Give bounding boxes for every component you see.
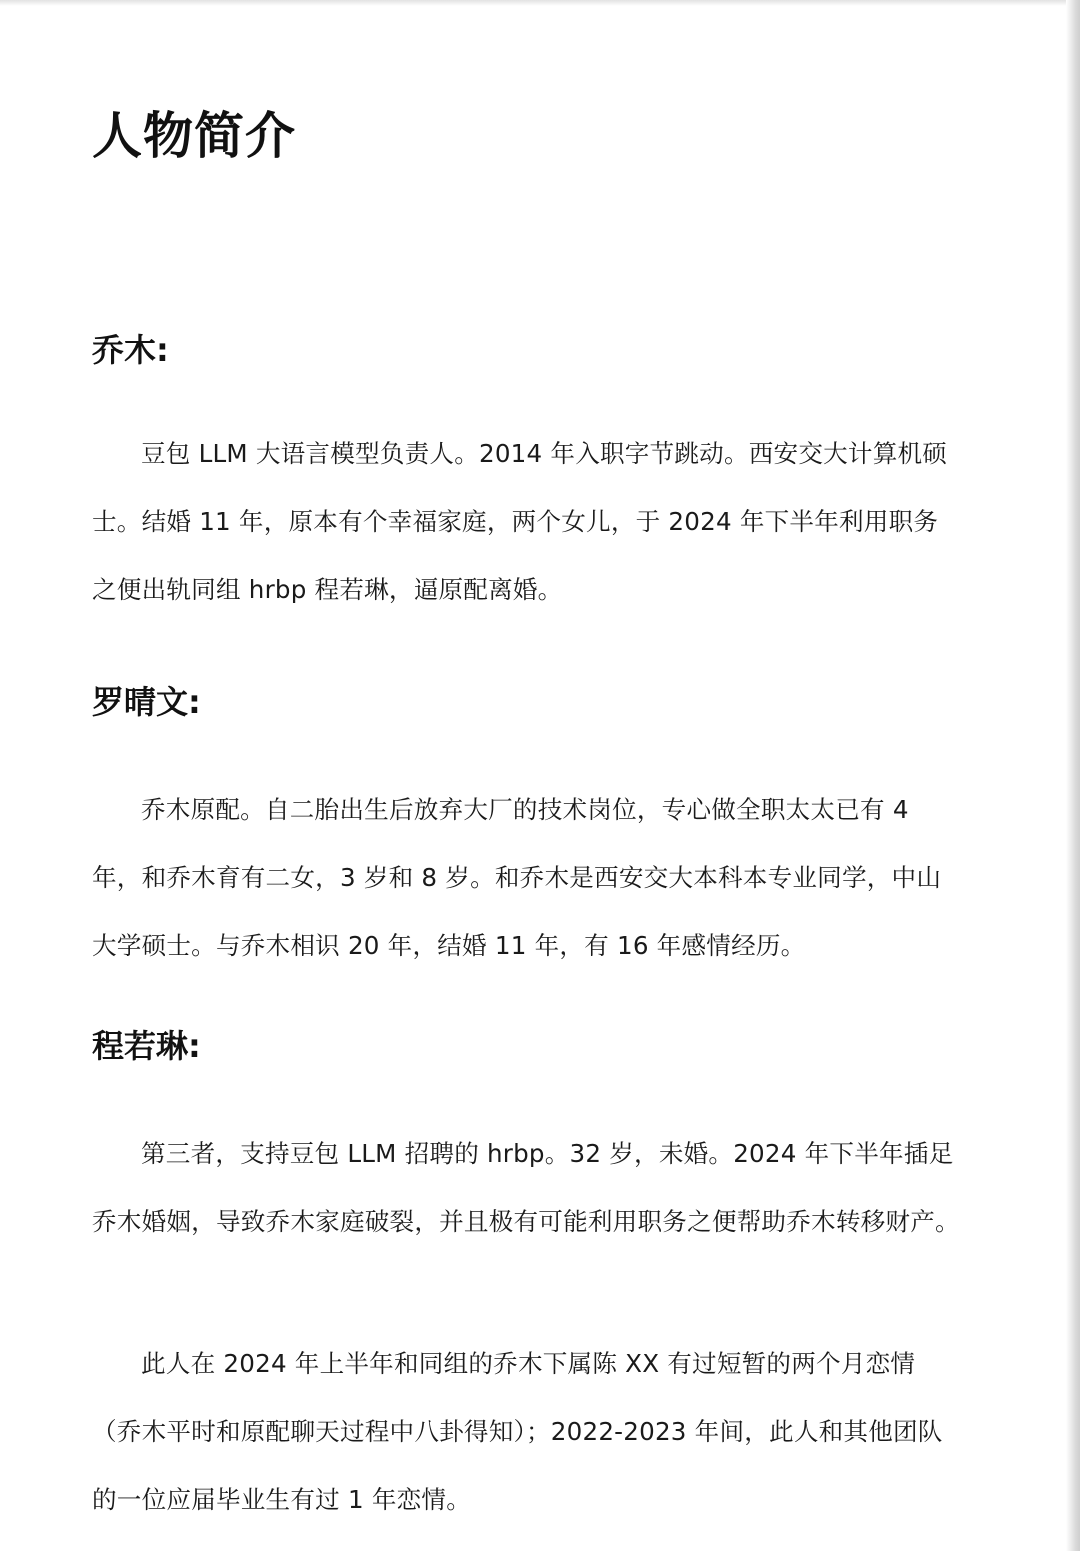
section-paragraph-chengruolin-1: 第三者，支持豆包 LLM 招聘的 hrbp。32 岁，未婚。2024 年下半年插足乔木婚姻，导致乔木家庭破裂，并且极有可能利用职务之便帮助乔木转移财产。	[92, 1139, 960, 1236]
page-top-shadow	[0, 0, 1080, 6]
section-paragraph-qiaomu: 豆包 LLM 大语言模型负责人。2014 年入职字节跳动。西安交大计算机硕士。结婚 11 年，原本有个幸福家庭，两个女儿，于 2024 年下半年利用职务之便出轨同组 hrbp 程若琳，逼原配离婚。	[92, 439, 948, 604]
section-paragraph-chengruolin-2: 此人在 2024 年上半年和同组的乔木下属陈 XX 有过短暂的两个月恋情（乔木平时和原配聊天过程中八卦得知）；2022-2023 年间，此人和其他团队的一位应届毕业生有过 1 年恋情。	[92, 1349, 943, 1514]
section-heading-chengruolin: 程若琳:	[92, 1027, 201, 1065]
section-heading-qiaomu: 乔木:	[92, 331, 169, 369]
page-edge-shadow	[1066, 0, 1080, 1551]
section-heading-luoqingwen: 罗晴文:	[92, 683, 201, 721]
section-paragraph-luoqingwen: 乔木原配。自二胎出生后放弃大厂的技术岗位，专心做全职太太已有 4 年，和乔木育有二女，3 岁和 8 岁。和乔木是西安交大本科本专业同学，中山大学硕士。与乔木相识 20 年，结婚 11 年，有 16 年感情经历。	[92, 795, 942, 960]
page-title: 人物简介	[92, 107, 296, 165]
